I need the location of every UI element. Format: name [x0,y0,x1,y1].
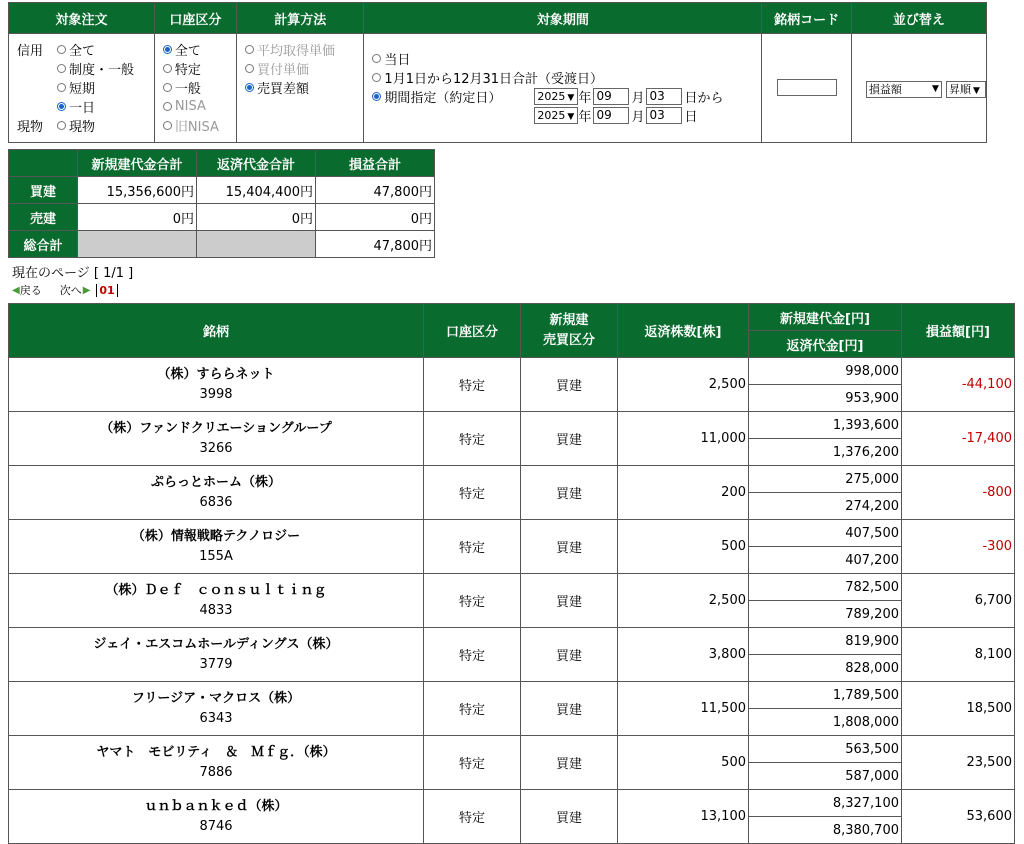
trade-side: 買建 [521,628,618,682]
col-header-side: 新規建 売買区分 [521,304,618,358]
table-row [9,736,1015,763]
sort-cell [851,34,986,143]
stock-name-cell [9,574,424,628]
stock-name[interactable]: （株）ファンドクリエーショングループ [100,420,332,436]
calc-diff-radio[interactable] [245,83,254,92]
return-quantity: 3,800 [618,628,749,682]
summary-buy-pl: 47,800円 [316,177,435,204]
summary-header-return: 返済代金合計 [197,150,316,177]
order-all-label: 全て [69,44,96,59]
summary-buy-new: 15,356,600円 [78,177,197,204]
order-short-radio[interactable] [57,83,66,92]
return-quantity: 11,000 [618,412,749,466]
return-quantity: 11,500 [618,682,749,736]
header-account-type: 口座区分 [154,3,236,34]
col-header-account: 口座区分 [424,304,521,358]
stock-code: 3266 [199,440,233,456]
period-range-radio[interactable] [372,92,381,101]
trade-side: 買建 [521,736,618,790]
period-today-radio[interactable] [372,54,381,63]
order-oneday-radio[interactable] [57,102,66,111]
table-row [9,682,1015,709]
col-header-qty: 返済株数[株] [618,304,749,358]
summary-sell-pl: 0円 [316,204,435,231]
stock-code-input[interactable] [777,79,837,96]
page-current[interactable]: 01 [96,284,117,297]
summary-row-sell [9,204,435,231]
new-amount: 563,500 [749,736,902,763]
prev-link[interactable]: 戻る [19,284,42,297]
stock-name[interactable]: （株）すららネット [157,366,275,382]
stock-code: 8746 [199,818,233,834]
shinyo-label: 信用 [17,44,44,59]
stock-name[interactable]: フリージア・マクロス（株） [131,690,301,706]
stock-code: 155A [199,548,233,564]
period-year-radio[interactable] [372,73,381,82]
stock-name-cell [9,466,424,520]
col-header-pl: 損益額[円] [902,304,1015,358]
table-row [9,790,1015,817]
from-day-suffix: 日から [684,91,724,106]
from-month-input[interactable]: 09 [593,88,629,105]
stock-code: 6836 [199,494,233,510]
new-amount: 8,327,100 [749,790,902,817]
table-row [9,520,1015,547]
results-table [8,303,1015,844]
summary-label-total: 総合計 [9,231,78,258]
order-type-cell [9,34,155,143]
order-genbutsu-option: 現物 [69,120,96,135]
summary-total-pl: 47,800円 [316,231,435,258]
account-ippan-radio[interactable] [163,83,172,92]
new-amount: 819,900 [749,628,902,655]
new-amount: 782,500 [749,574,902,601]
pagination [12,282,118,298]
account-old-nisa-label: 旧NISA [174,120,219,135]
account-nisa-radio[interactable] [163,102,172,111]
calc-average-radio[interactable] [245,45,254,54]
sort-order-select[interactable]: 昇順 ▼ [946,81,986,98]
stock-name-cell [9,520,424,574]
header-order-type: 対象注文 [9,3,155,34]
account-all-label: 全て [174,44,201,59]
stock-code-cell [762,34,852,143]
trade-side: 買建 [521,574,618,628]
next-arrow-icon: ▶ [82,284,91,296]
profit-loss: 6,700 [902,574,1015,628]
new-amount: 1,789,500 [749,682,902,709]
stock-name-cell [9,736,424,790]
summary-header-new: 新規建代金合計 [78,150,197,177]
order-seido-label: 制度・一般 [69,63,135,78]
summary-label-sell: 売建 [9,204,78,231]
trade-side: 買建 [521,682,618,736]
col-header-new-amount: 新規建代金[円] [749,304,902,331]
trade-side: 買建 [521,412,618,466]
filter-table [8,2,987,143]
account-type: 特定 [424,574,521,628]
return-amount: 407,200 [749,547,902,574]
return-quantity: 2,500 [618,574,749,628]
new-amount: 275,000 [749,466,902,493]
header-stock-code: 銘柄コード [762,3,852,34]
account-tokutei-label: 特定 [174,63,201,78]
from-month-unit: 月 [631,91,645,106]
to-year-unit: 年 [578,110,592,125]
period-year-label: 1月1日から12月31日合計（受渡日） [384,72,604,87]
return-quantity: 500 [618,520,749,574]
from-year-select[interactable]: 2025 ▼ [534,88,578,105]
table-row [9,358,1015,385]
new-amount: 998,000 [749,358,902,385]
trade-side: 買建 [521,790,618,844]
order-genbutsu-radio[interactable] [57,121,66,130]
header-calc-method: 計算方法 [236,3,363,34]
to-day-suffix: 日 [684,110,698,125]
next-link[interactable]: 次へ [59,284,82,297]
calc-method-cell [236,34,363,143]
profit-loss: 8,100 [902,628,1015,682]
stock-name-cell [9,790,424,844]
return-amount: 828,000 [749,655,902,682]
return-quantity: 2,500 [618,358,749,412]
stock-name[interactable]: ｕｎｂａｎｋｅｄ（株） [144,798,288,814]
profit-loss: -300 [902,520,1015,574]
order-oneday-label: 一日 [69,101,96,116]
stock-name-cell [9,412,424,466]
trade-side: 買建 [521,520,618,574]
account-type: 特定 [424,736,521,790]
stock-name[interactable]: （株）情報戦略テクノロジー [131,528,301,544]
order-short-label: 短期 [69,82,96,97]
to-month-unit: 月 [631,110,645,125]
stock-code: 6343 [199,710,233,726]
new-amount: 407,500 [749,520,902,547]
summary-table [8,149,435,258]
stock-name[interactable]: （株）Ｄｅｆ ｃｏｎｓｕｌｔｉｎｇ [105,582,327,598]
genbutsu-label: 現物 [17,120,44,135]
return-amount: 1,808,000 [749,709,902,736]
trade-side: 買建 [521,466,618,520]
return-amount: 789,200 [749,601,902,628]
account-all-radio[interactable] [163,45,172,54]
stock-code: 3998 [199,386,233,402]
trade-side: 買建 [521,358,618,412]
account-nisa-label: NISA [174,99,206,114]
account-type: 特定 [424,682,521,736]
calc-buy-price-label: 買付単価 [256,63,309,78]
stock-name[interactable]: ぷらっとホーム（株） [150,474,281,490]
order-seido-radio[interactable] [57,64,66,73]
calc-diff-label: 売買差額 [256,82,309,97]
profit-loss: 18,500 [902,682,1015,736]
account-type: 特定 [424,520,521,574]
return-quantity: 200 [618,466,749,520]
table-row [9,574,1015,601]
order-all-radio[interactable] [57,45,66,54]
prev-arrow-icon: ◀ [12,284,20,296]
summary-sell-new: 0円 [78,204,197,231]
account-tokutei-radio[interactable] [163,64,172,73]
period-range-label: 期間指定（約定日） [384,91,502,106]
table-row [9,466,1015,493]
period-cell [364,34,762,143]
profit-loss: -17,400 [902,412,1015,466]
stock-name-cell [9,358,424,412]
return-quantity: 13,100 [618,790,749,844]
return-quantity: 500 [618,736,749,790]
profit-loss: -800 [902,466,1015,520]
from-year-unit: 年 [578,91,592,106]
stock-name[interactable]: ジェイ・エスコムホールディングス（株） [93,636,339,652]
new-amount: 1,393,600 [749,412,902,439]
return-amount: 8,380,700 [749,817,902,844]
account-type-cell [154,34,236,143]
page-indicator: 現在のページ [ 1/1 ] [12,266,134,281]
return-amount: 1,376,200 [749,439,902,466]
to-month-input[interactable]: 09 [593,107,629,124]
col-header-return-amount: 返済代金[円] [749,331,902,358]
account-ippan-label: 一般 [174,82,201,97]
summary-label-buy: 買建 [9,177,78,204]
table-row [9,628,1015,655]
return-amount: 274,200 [749,493,902,520]
to-day-input[interactable]: 03 [646,107,682,124]
account-old-nisa-radio[interactable] [163,121,172,130]
from-day-input[interactable]: 03 [646,88,682,105]
account-type: 特定 [424,466,521,520]
stock-code: 3779 [199,656,233,672]
calc-average-label: 平均取得単価 [256,44,335,59]
summary-row-total [9,231,435,258]
header-sort: 並び替え [851,3,986,34]
col-header-name: 銘柄 [9,304,424,358]
period-today-label: 当日 [384,53,411,68]
account-type: 特定 [424,790,521,844]
stock-name-cell [9,628,424,682]
stock-code: 7886 [199,764,233,780]
stock-code: 4833 [199,602,233,618]
calc-buy-price-radio[interactable] [245,64,254,73]
profit-loss: 23,500 [902,736,1015,790]
summary-sell-return: 0円 [197,204,316,231]
header-period: 対象期間 [364,3,762,34]
stock-name[interactable]: ヤマト モビリティ ＆ Ｍｆｇ．（株） [96,744,336,760]
return-amount: 953,900 [749,385,902,412]
account-type: 特定 [424,412,521,466]
table-row [9,412,1015,439]
profit-loss: 53,600 [902,790,1015,844]
account-type: 特定 [424,628,521,682]
return-amount: 587,000 [749,763,902,790]
summary-header-pl: 損益合計 [316,150,435,177]
to-year-select[interactable]: 2025 ▼ [534,107,578,124]
summary-row-buy [9,177,435,204]
profit-loss: -44,100 [902,358,1015,412]
stock-name-cell [9,682,424,736]
account-type: 特定 [424,358,521,412]
sort-field-select[interactable]: 損益額 ▼ [866,81,942,98]
summary-buy-return: 15,404,400円 [197,177,316,204]
